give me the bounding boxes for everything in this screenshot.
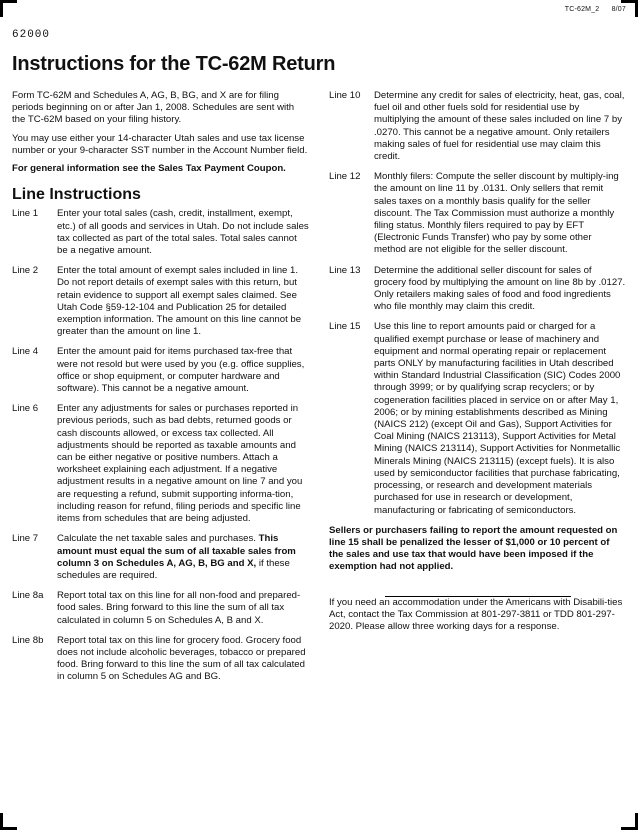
line-text: Monthly filers: Compute the seller discount by multiply-ing the amount on line 11 by .0131. Only sellers that remit sales taxes on a monthly basis qualify for the seller discount. The Tax Commission must authorize a monthly filing status. Monthly filers required to pay by EFT (Electronic Funds Transfer) who pay by some other method are not eligible for the seller discount. [374, 171, 619, 256]
line-text-start: Calculate the net taxable sales and purchases. [57, 533, 259, 545]
penalty-notice: Sellers or purchasers failing to report the amount requested on line 15 shall be penalized the lesser of $1,000 or 10 percent of the sales and use tax that would have been imposed if the exemption had not applied. [329, 524, 618, 573]
line-label: Line 8b [12, 634, 44, 646]
line-10-instruction [329, 90, 626, 163]
line-text-end: if these schedules are required. [57, 557, 290, 581]
section-title: Line Instructions [12, 186, 141, 204]
line-text-emphasis: This amount must equal the sum of all taxable sales from column 3 on Schedules A, AG, B, BG and X, [57, 533, 296, 569]
line-label: Line 12 [329, 171, 361, 183]
line-15-instruction [329, 321, 626, 516]
line-6-instruction [12, 403, 310, 525]
line-label: Line 10 [329, 90, 361, 101]
line-13-instruction [329, 265, 626, 314]
line-text: Report total tax on this line for all non-food and prepared-food sales. Bring forward to this line the sum of all tax calculated in column 5 on Schedules A, B and X. [57, 590, 301, 626]
line-label: Line 8a [12, 590, 44, 602]
line-7-instruction [12, 533, 310, 582]
line-1-instruction [12, 208, 310, 257]
line-4-instruction [12, 346, 310, 395]
crop-mark-bottom-left [0, 813, 17, 830]
form-date: 8/07 [611, 6, 626, 13]
line-label: Line 6 [12, 403, 39, 415]
line-text: Use this line to report amounts paid or charged for a qualified exempt purchase or lease of machinery and equipment and normal operating repair or replacement parts ONLY by manufacturing facilities in Utah described within Standard Industrial Classification (SIC) Codes 2000 through 3999; or by qualifying scrap recyclers; or by cogeneration facilities placed in service on or after May 1, 2006; or by mining establishments described as Mining (NAICS 212) (except Oil and Gas), Support Activities for Coal Mining (NAICS 213113), Support Activities for Metal Mining (NAICS 213114), Support Activities for Nonmetallic Minerals Mining (NAICS 213115) (except fuels). It is also used by semiconductor facilities that purchase fabricating, processing, or research and development materials purchased for use in research or development, manufacturing or fabricating of semiconductors. [374, 321, 621, 516]
line-label: Line 2 [12, 265, 39, 277]
crop-mark-bottom-right [621, 813, 638, 830]
page-title: Instructions for the TC-62M Return [12, 53, 336, 75]
line-label: Line 4 [12, 346, 39, 358]
crop-mark-top-left [0, 0, 17, 17]
line-text: Enter the amount paid for items purchased tax-free that were not resold but were used by you (e.g. office supplies, office or shop equipment, or computer hardware and software). This cannot be a negative amount. [57, 346, 305, 395]
line-text: Determine the additional seller discount for sales of grocery food by multiplying the amount on line 8b by .0127. Only retailers making sales of food and food ingredients who file monthly may claim this credit. [374, 264, 626, 313]
line-8b-instruction [12, 635, 310, 684]
general-info-note: For general information see the Sales Tax Payment Coupon. [12, 163, 286, 175]
form-id: TC-62M_2 [564, 6, 600, 13]
line-text [57, 533, 310, 582]
line-8a-instruction [12, 590, 310, 627]
intro-paragraph: You may use either your 14-character Utah sales and use tax license number or your 9-character SST number in the Account Number field. [12, 132, 308, 156]
line-text: Enter your total sales (cash, credit, installment, exempt, etc.) of all goods and services in Utah. Do not include sales tax collected as part of the total sales. Total sales cannot be a negative amount. [57, 208, 309, 257]
line-label: Line 13 [329, 264, 361, 276]
line-2-instruction [12, 265, 310, 338]
form-number: 62000 [12, 29, 51, 41]
line-text: Enter any adjustments for sales or purchases reported in previous periods, such as bad debts, returned goods or cash discounts allowed, or excess tax collected. All adjustments should be reported as taxable amounts and can be either negative or positive numbers. Attach a worksheet explaining each adjustment. If a negative adjustment results in a negative amount on line 7 and you are requesting a refund, submit supporting informa-tion, including reason for refund, filing periods and specific line items from schedules that are being adjusted. [57, 403, 303, 525]
right-column [329, 90, 626, 639]
line-label: Line 7 [12, 533, 39, 545]
left-column [12, 90, 310, 692]
line-text: Enter the total amount of exempt sales included in line 1. Do not report details of exempt sales with this return, but retain evidence to support all exempt sales claimed. See Utah Code §59-12-104 and Publication 25 for detailed exemption information. The amount on this line cannot be greater than the amount on line 1. [57, 265, 302, 338]
accommodation-notice: If you need an accommodation under the Americans with Disabili-ties Act, contact the Tax Commission at 801-297-3811 or TDD 801-297-2020. Please allow three working days for a response. [329, 596, 623, 632]
line-text: Report total tax on this line for grocery food. Grocery food does not include alcoholic beverages, tobacco or prepared food. Bring forward to this line the sum of all tax calculated in column 5 on Schedules AG and BG. [57, 634, 306, 683]
line-label: Line 15 [329, 321, 361, 333]
line-text: Determine any credit for sales of electricity, heat, gas, coal, fuel oil and other fuels sold for residential use by multiplying the amount of these sales included on line 7 by .0270. This cannot be a negative amount. Only retailers making sales of fuel for residential use may claim this credit. [374, 90, 625, 163]
line-label: Line 1 [12, 208, 39, 220]
intro-paragraph: Form TC-62M and Schedules A, AG, B, BG, and X are for filing periods beginning on or after Jan 1, 2008. Schedules are sent with the TC-62M based on your filing history. [12, 90, 295, 126]
form-revision [565, 6, 626, 13]
line-12-instruction [329, 171, 626, 256]
